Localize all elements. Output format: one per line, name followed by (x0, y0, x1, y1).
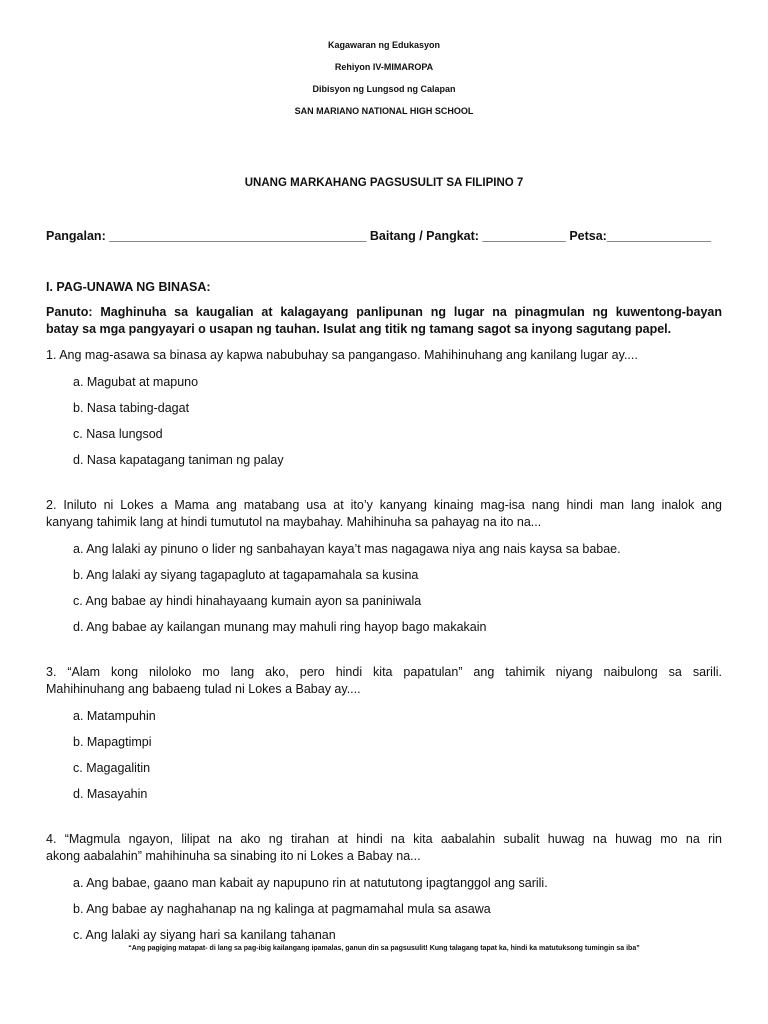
question-1-choice-b: b. Nasa tabing-dagat (73, 401, 190, 415)
question-1-choice-d: d. Nasa kapatagang taniman ng palay (73, 453, 284, 467)
footer-quote: “Ang pagiging matapat- di lang sa pag-ibig kailangang ipamalas, ganun din sa pagsusulit! Kung talagang tapat ka, hindi ka matutuksong tumingin sa iba” (128, 945, 640, 952)
question-4-choice-b: b. Ang babae ay naghahanap na ng kalinga at pagmamahal mula sa asawa (73, 902, 491, 916)
question-2-choice-d: d. Ang babae ay kailangan munang may mahuli ring hayop bago makakain (73, 620, 487, 634)
question-2-choice-c: c. Ang babae ay hindi hinahayaang kumain ayon sa paniniwala (73, 594, 422, 608)
question-4-stem-line-2: akong aabalahin” mahihinuha sa sinabing ito ni Lokes a Babay na... (46, 849, 421, 863)
question-4-choice-c: c. Ang lalaki ay siyang hari sa kanilang tahanan (73, 928, 336, 942)
directions-line-1: Panuto: Maghinuha sa kaugalian at kalagayang panlipunan ng lugar na pinagmulan ng kuwentong-bayan (46, 305, 722, 319)
question-3-choice-c: c. Magagalitin (73, 761, 151, 775)
question-1-choice-c: c. Nasa lungsod (73, 427, 163, 441)
header-school: SAN MARIANO NATIONAL HIGH SCHOOL (294, 106, 474, 116)
question-3-choice-a: a. Matampuhin (73, 709, 156, 723)
header-division: Dibisyon ng Lungsod ng Calapan (312, 84, 456, 94)
student-info-line: Pangalan: _____________________________________ Baitang / Pangkat: ____________ Petsa:_______________ (46, 229, 712, 243)
question-2-stem-line-2: kanyang tahimik lang at hindi tumututol na maybahay. Mahihinuha sa pahayag na ito na... (46, 515, 542, 529)
question-1-stem: 1. Ang mag-asawa sa binasa ay kapwa nabubuhay sa pangangaso. Mahihinuhang ang kanilang lugar ay.... (46, 348, 638, 362)
question-3-stem-line-2: Mahihinuhang ang babaeng tulad ni Lokes a Babay ay.... (46, 682, 361, 696)
question-2-choice-b: b. Ang lalaki ay siyang tagapagluto at tagapamahala sa kusina (73, 568, 419, 582)
question-1-choice-a: a. Magubat at mapuno (73, 375, 199, 389)
exam-title: UNANG MARKAHANG PAGSUSULIT SA FILIPINO 7 (244, 177, 524, 189)
question-4-choice-a: a. Ang babae, gaano man kabait ay napupuno rin at natututong ipagtanggol ang sarili. (73, 876, 548, 890)
question-4-stem-line-1: 4. “Magmula ngayon, lilipat na ako ng tirahan at hindi na kita aabalahin subalit huwag na huwag mo na rin (46, 832, 722, 846)
question-2-stem-line-1: 2. Iniluto ni Lokes a Mama ang matabang usa at ito’y kanyang kinaing mag-isa nang hindi man lang inalok ang (46, 498, 722, 512)
header-department: Kagawaran ng Edukasyon (327, 40, 441, 50)
question-3-stem-line-1: 3. “Alam kong niloloko mo lang ako, pero hindi kita papatulan” ang tahimik niyang naibulong sa sarili. (46, 665, 722, 679)
question-3-choice-d: d. Masayahin (73, 787, 148, 801)
question-3-choice-b: b. Mapagtimpi (73, 735, 152, 749)
directions-line-2: batay sa mga pangyayari o usapan ng tauhan. Isulat ang titik ng tamang sagot sa inyong sagutang papel. (46, 322, 672, 336)
header-region: Rehiyon IV-MIMAROPA (334, 62, 434, 72)
section-title: I. PAG-UNAWA NG BINASA: (46, 280, 211, 294)
question-2-choice-a: a. Ang lalaki ay pinuno o lider ng sanbahayan kaya’t mas nagagawa niya ang nais kaysa sa babae. (73, 542, 621, 556)
